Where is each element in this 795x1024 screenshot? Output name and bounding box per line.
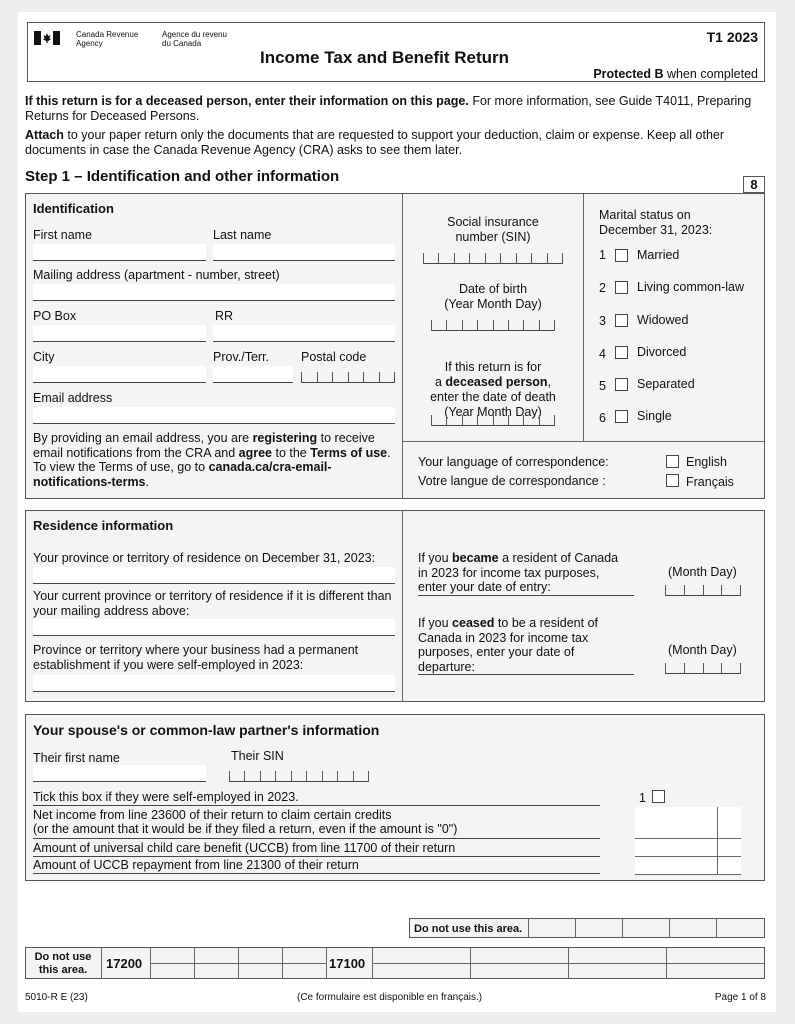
marital-option-separated[interactable]: 5 [599,379,606,393]
rr-input[interactable] [213,325,395,342]
spouse-first-name-input[interactable] [33,765,206,782]
marital-label-married: Married [637,248,680,262]
language-label-en: Your language of correspondence: [418,455,609,469]
do-not-use-area-top [409,918,765,938]
spouse-self-employed-label: Tick this box if they were self-employed in 2023. [33,790,299,804]
spouse-uccb-input[interactable] [635,839,741,857]
form-title: Income Tax and Benefit Return [260,48,510,67]
marital-checkbox-single[interactable] [615,410,628,423]
departure-date-label: If you ceased to be a resident of Canada in 2023 for income tax purposes, enter your date of departure: [418,616,598,674]
death-date-input[interactable] [431,409,555,426]
postal-code-label: Postal code [301,350,367,364]
code-17100: 17100 [329,956,366,971]
business-province-input[interactable] [33,675,395,692]
intro-deceased: If this return is for a deceased person, enter their information on this page. For more information, see Guide T4011, Preparing Returns for Deceased Persons. [25,94,752,123]
po-box-label: PO Box [33,309,77,323]
prov-terr-label: Prov./Terr. [213,350,270,364]
current-residence-label: Your current province or territory of residence if it is different than your mailing address above: [33,589,392,618]
first-name-input[interactable] [33,244,206,261]
death-date-label: If this return is for a deceased person, enter the date of death (Year Month Day) [430,360,556,419]
intro-attach: Attach to your paper return only the documents that are requested to support your deduction, claim or expense. Keep all other documents in case the Canada Revenue Agency (CRA) asks to see them later. [25,128,725,157]
entry-date-label: If you became a resident of Canada in 2023 for income tax purposes, enter your date of entry: [418,551,619,594]
mailing-address-input[interactable] [33,284,395,301]
spouse-first-name-label: Their first name [33,751,120,765]
last-name-label: Last name [213,228,272,242]
city-input[interactable] [33,366,206,383]
code-17200: 17200 [106,956,143,971]
marital-option-divorced[interactable]: 4 [599,347,606,361]
dob-label: Date of birth (Year Month Day) [444,282,542,311]
canada-flag-icon [34,31,60,45]
identification-title: Identification [33,201,114,216]
tax-form-page [18,12,776,1012]
protected-status: Protected B when completed [593,67,758,81]
mailing-address-label: Mailing address (apartment - number, street) [33,268,280,282]
rr-label: RR [215,309,234,323]
spouse-net-income-input[interactable] [635,807,741,839]
spouse-uccb-repay-input[interactable] [635,857,741,875]
agency-name-fr: Agence du revenu du Canada [162,30,227,48]
language-checkbox-english[interactable] [666,455,679,468]
marital-checkbox-widowed[interactable] [615,314,628,327]
marital-label-common-law: Living common-law [637,280,744,294]
spouse-sin-input[interactable] [229,765,369,782]
prov-terr-input[interactable] [213,366,293,383]
do-not-use-label-top: Do not use this area. [414,923,523,935]
spouse-uccb-repay-label: Amount of UCCB repayment from line 21300 of their return [33,858,359,872]
marital-checkbox-common-law[interactable] [615,281,628,294]
marital-status-title: Marital status on December 31, 2023: [599,208,713,237]
departure-date-input[interactable] [665,657,741,674]
page-number: Page 1 of 8 [714,992,766,1003]
french-availability-note: (Ce formulaire est disponible en français.) [297,992,483,1003]
spouse-self-employed-checkbox[interactable] [652,790,665,803]
residence-title: Residence information [33,518,174,533]
sin-input[interactable] [423,247,563,264]
marital-label-single: Single [637,409,672,423]
residence-province-label: Your province or territory of residence on December 31, 2023: [33,551,376,565]
postal-code-input[interactable] [301,366,395,383]
marital-option-widowed[interactable]: 3 [599,314,606,328]
marital-label-divorced: Divorced [637,345,687,359]
entry-date-input[interactable] [665,579,741,596]
city-label: City [33,350,55,364]
spouse-uccb-label: Amount of universal child care benefit (UCCB) from line 11700 of their return [33,841,456,855]
marital-checkbox-separated[interactable] [615,378,628,391]
marital-option-single[interactable]: 6 [599,411,606,425]
dob-input[interactable] [431,314,555,331]
marital-label-widowed: Widowed [637,313,689,327]
do-not-use-area-bottom [25,947,765,979]
marital-label-separated: Separated [637,377,695,391]
residence-panel [25,510,765,702]
po-box-input[interactable] [33,325,206,342]
sin-label: Social insurance number (SIN) [447,215,539,244]
spouse-panel [25,714,765,881]
step1-box-number: 8 [743,176,765,193]
marital-option-married[interactable]: 1 [599,248,606,262]
business-province-label: Province or territory where your business had a permanent establishment if you were self-employed in 2023: [33,643,359,672]
current-residence-input[interactable] [33,619,395,636]
email-terms-note: By providing an email address, you are registering to receive email notifications from the CRA and agree to the Terms of use. To view the Terms of use, go to canada.ca/cra-email-notifications-terms. [33,431,391,489]
marital-option-common-law[interactable]: 2 [599,281,606,295]
language-english-label: English [686,455,727,469]
spouse-net-income-label: Net income from line 23600 of their return to claim certain credits (or the amount that it would be if they filed a return, even if the amount is "0") [33,808,458,836]
spouse-sin-label: Their SIN [231,749,284,763]
do-not-use-label-bottom: Do not use this area. [34,951,92,976]
language-checkbox-francais[interactable] [666,474,679,487]
marital-checkbox-married[interactable] [615,249,628,262]
spouse-title: Your spouse's or common-law partner's information [33,722,380,738]
email-input[interactable] [33,407,395,424]
step1-title: Step 1 – Identification and other information [25,168,340,185]
form-header [27,22,765,82]
last-name-input[interactable] [213,244,395,261]
form-code: 5010-R E (23) [25,992,88,1003]
departure-month-day-label: (Month Day) [668,643,737,657]
spouse-self-employed-num: 1 [639,791,646,805]
residence-province-input[interactable] [33,567,395,584]
email-label: Email address [33,391,113,405]
form-id: T1 2023 [706,29,758,45]
identification-panel [25,193,765,499]
language-label-fr: Votre langue de correspondance : [418,474,606,488]
first-name-label: First name [33,228,93,242]
language-francais-label: Français [686,475,734,489]
entry-month-day-label: (Month Day) [668,565,737,579]
marital-checkbox-divorced[interactable] [615,346,628,359]
agency-name-en: Canada Revenue Agency [76,30,139,48]
